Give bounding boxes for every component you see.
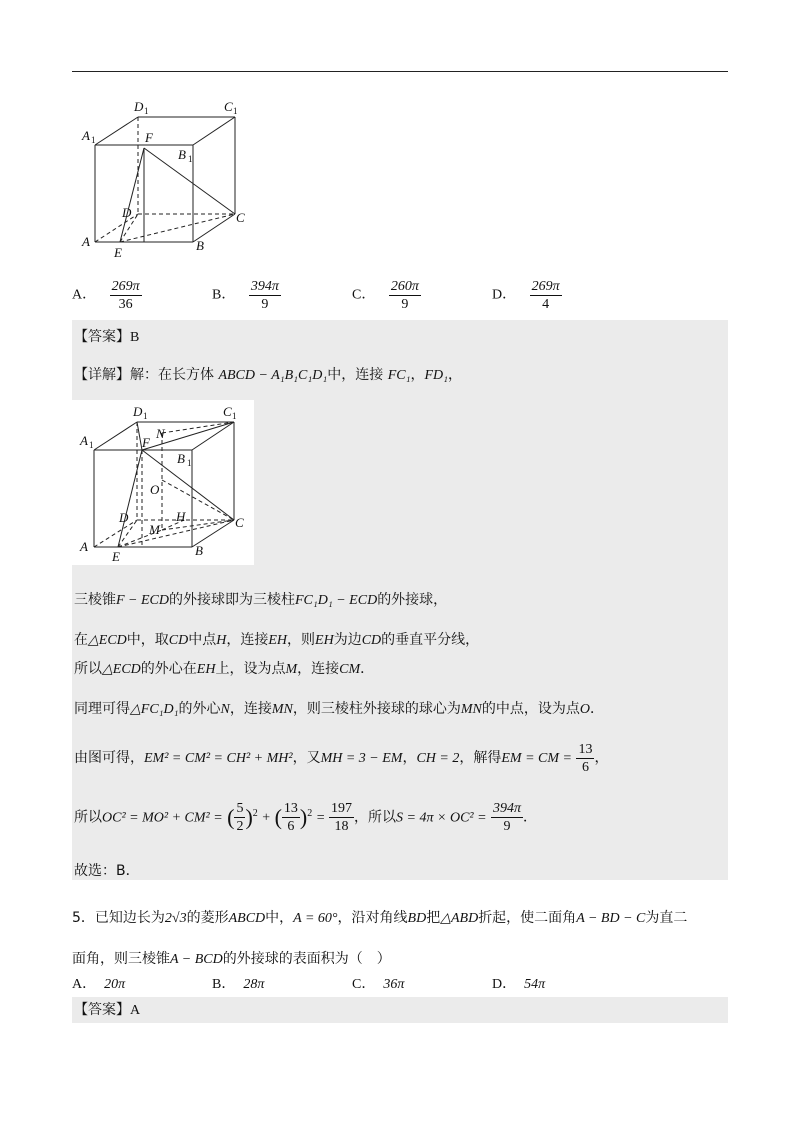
label2-F: F	[142, 435, 150, 450]
label2-M: M	[149, 522, 160, 537]
label-C1: C	[224, 99, 233, 114]
label2-A1: A	[80, 433, 88, 448]
line-2: 在△ECD中，取CD中点H，连接EH，则EH为边CD的垂直平分线，	[74, 632, 480, 648]
line-5: 由图可得，EM² = CM² = CH² + MH²，又MH = 3 − EM，CH = 2，解得EM = CM = $\frac{13}{6}$ ，	[74, 741, 609, 775]
q4-option-c: C． $\frac{260\pi}{9}$	[352, 279, 419, 312]
label-C: C	[236, 210, 245, 225]
svg-text:1: 1	[188, 154, 193, 164]
line-4: 同理可得△FC₁D₁的外心N，连接MN，则三棱柱外接球的球心为MN的中点，设为点O．	[74, 701, 604, 717]
label-F: F	[145, 130, 153, 145]
answer-4: 【答案】B	[74, 329, 140, 345]
line-1: 三棱锥F − ECD的外接球即为三棱柱FC₁D₁ − ECD的外接球，	[74, 592, 448, 608]
label2-B1: B	[177, 451, 185, 466]
label-A1: A	[82, 128, 90, 143]
question-5: 5．已知边长为2√3的菱形ABCD中，A = 60°，沿对角线BD把△ABD折起，使二面角A − BD − C为直二 面角，则三棱锥A − BCD的外接球的表面积为（ ）	[72, 910, 688, 967]
cuboid-figure-1	[78, 95, 253, 265]
line-3: 所以△ECD的外心在EH上，设为点M，连接CM．	[74, 661, 375, 677]
svg-text:1: 1	[143, 411, 148, 421]
q5-option-b: B． 28π	[212, 977, 265, 992]
label2-E: E	[112, 549, 120, 564]
svg-text:1: 1	[91, 135, 96, 145]
label2-H: H	[176, 509, 186, 524]
q4-option-d: D． $\frac{269\pi}{4}$	[492, 279, 560, 312]
label2-D1: D	[133, 404, 143, 419]
svg-text:1: 1	[233, 106, 238, 116]
label-D: D	[122, 205, 132, 220]
label2-B: B	[195, 543, 203, 558]
label2-A: A	[80, 539, 88, 554]
label-B: B	[196, 238, 204, 253]
q5-option-c: C． 36π	[352, 977, 405, 992]
q5-option-a: A． 20π	[72, 977, 126, 992]
label2-N: N	[156, 426, 165, 441]
svg-text:1: 1	[232, 411, 237, 421]
svg-text:1: 1	[187, 458, 192, 468]
label-D1: D	[134, 99, 144, 114]
label-B1: B	[178, 147, 186, 162]
svg-text:1: 1	[89, 440, 94, 450]
cuboid-figure-2	[72, 400, 254, 565]
label2-C1: C	[223, 404, 232, 419]
label2-C: C	[235, 515, 244, 530]
answer-5: 【答案】A	[72, 997, 728, 1023]
q4-option-b: B． $\frac{394\pi}{9}$	[212, 279, 279, 312]
header-rule	[72, 71, 728, 72]
q5-option-d: D． 54π	[492, 977, 546, 992]
line-6: 所以OC² = MO² + CM² = ( $\frac{5}{2}$ )$^2$ + ( $\frac{13}{6}$ )$^2$ = $\frac{197}{18}$ ，所以S = 4π × OC² = $\frac{394\pi}{9}$ ．	[74, 801, 538, 835]
q4-option-a: A． $\frac{269\pi}{36}$	[72, 279, 140, 312]
line-7: 故选：B．	[74, 863, 140, 879]
detail-intro: 【详解】解：在长方体 ABCD − A₁B₁C₁D₁中，连接 FC₁，FD₁，	[74, 367, 462, 383]
label-E: E	[114, 245, 122, 260]
label2-O: O	[150, 482, 160, 497]
svg-text:1: 1	[144, 106, 149, 116]
label2-D: D	[119, 510, 129, 525]
label-A: A	[82, 234, 90, 249]
